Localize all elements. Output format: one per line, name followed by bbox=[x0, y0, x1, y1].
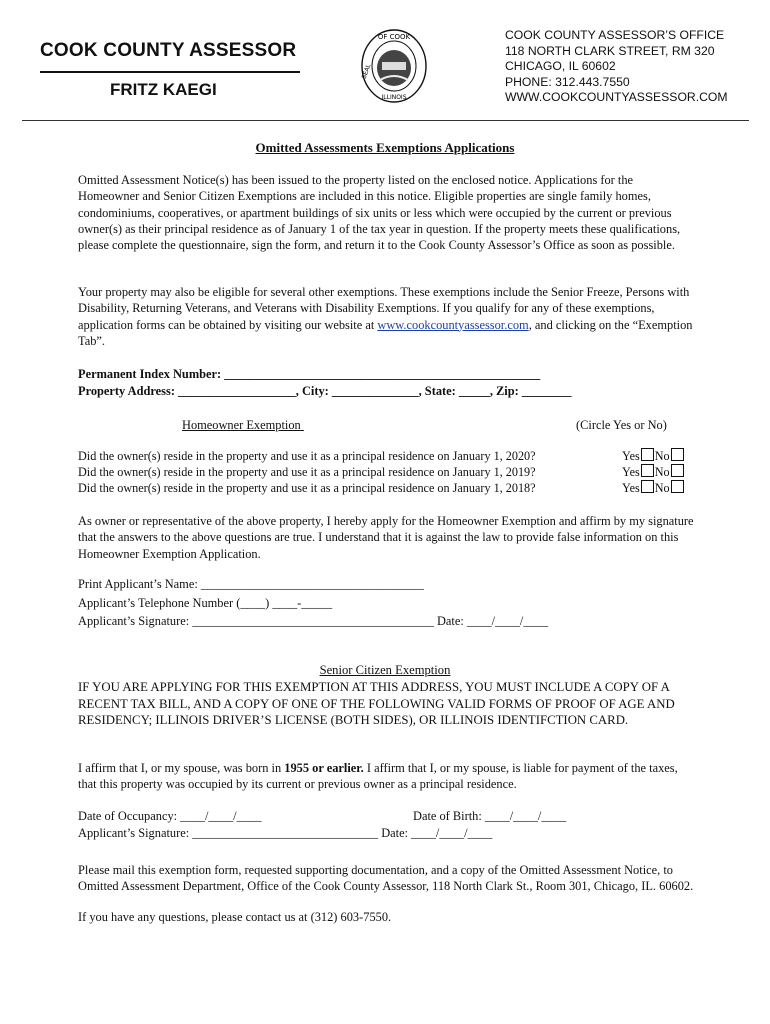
applicant-phone-field[interactable]: Applicant’s Telephone Number (____) ____-_____ bbox=[78, 596, 333, 610]
pin-field[interactable]: Permanent Index Number: ___________________________________________________ bbox=[78, 367, 541, 381]
homeowner-question-2020: Did the owner(s) reside in the property and use it as a principal residence on January 1, 2020? bbox=[78, 449, 536, 463]
org-name: COOK COUNTY ASSESSOR bbox=[40, 40, 297, 61]
senior-affirm-text-end: I affirm that I, or my spouse, is liable for payment of the taxes, that this property was occupied by its current or previous owner as a principal residence. bbox=[78, 761, 678, 792]
intro-paragraph: Omitted Assessment Notice(s) has been issued to the property listed on the enclosed notice. Applications for the Homeowner and Senior Citizen Exemptions are included in this notice. Eligible properties are single family homes, condominiums, cooperatives, or apartment buildings of six units or less which were occupied by the current or previous owner(s) as their principal residence as of January 1 of the tax year in question. If the property meets these qualifications, please complete the questionnaire, sign the form, and return it to the Cook County Assessor’s Office as soon as possible. bbox=[78, 173, 681, 253]
homeowner-signature-field[interactable]: Applicant’s Signature: _______________________________________ Date: ____/____/____ bbox=[78, 614, 549, 628]
county-seal-logo bbox=[360, 28, 428, 104]
office-phone: PHONE: 312.443.7550 bbox=[505, 74, 630, 89]
no-label: No bbox=[654, 481, 670, 495]
homeowner-affirmation: As owner or representative of the above property, I hereby apply for the Homeowner Exemption and affirm by my signature that the answers to the above questions are true. I understand that it is against the law to provide false information on this Homeowner Exemption Application. bbox=[78, 514, 694, 561]
other-exemptions-paragraph bbox=[78, 284, 694, 349]
homeowner-question-2019: Did the owner(s) reside in the property and use it as a principal residence on January 1, 2019? bbox=[78, 465, 536, 479]
no-label: No bbox=[654, 465, 670, 479]
office-name: COOK COUNTY ASSESSOR’S OFFICE bbox=[505, 28, 725, 42]
birth-year-requirement: 1955 or earlier. bbox=[284, 761, 364, 775]
senior-signature-field[interactable]: Applicant’s Signature: ______________________________ Date: ____/____/____ bbox=[78, 826, 493, 840]
occupancy-date-field[interactable]: Date of Occupancy: ____/____/____ bbox=[78, 809, 262, 823]
mail-instructions: Please mail this exemption form, requested supporting documentation, and a copy of the Omitted Assessment Notice, to Omitted Assessment Department, Office of the Cook County Assessor, 118 North Clark St., Room 301, Chicago, IL. 60602. bbox=[78, 863, 694, 894]
senior-heading: Senior Citizen Exemption bbox=[319, 663, 451, 677]
no-label: No bbox=[654, 449, 670, 463]
seal-left-text: SEAL bbox=[360, 63, 373, 80]
no-checkbox-2019[interactable] bbox=[671, 464, 684, 477]
senior-notice: IF YOU ARE APPLYING FOR THIS EXEMPTION AT THIS ADDRESS, YOU MUST INCLUDE A COPY OF A RECENT TAX BILL, AND A COPY OF ONE OF THE FOLLOWING VALID FORMS OF PROOF OF AGE AND RESIDENCY; ILLINOIS DRIVER’S LICENSE (BOTH SIDES), OR ILLINOIS IDENTIFCTION CARD. bbox=[78, 680, 675, 728]
office-website: WWW.COOKCOUNTYASSESSOR.COM bbox=[505, 90, 728, 105]
birth-date-field[interactable]: Date of Birth: ____/____/____ bbox=[413, 809, 567, 823]
office-address-block bbox=[505, 28, 728, 106]
applicant-name-field[interactable]: Print Applicant’s Name: ____________________________________ bbox=[78, 577, 424, 591]
senior-affirmation bbox=[78, 760, 694, 793]
header-divider bbox=[22, 120, 749, 121]
homeowner-heading: Homeowner Exemption bbox=[182, 418, 304, 432]
homeowner-question-2018: Did the owner(s) reside in the property and use it as a principal residence on January 1, 2018? bbox=[78, 481, 536, 495]
yes-checkbox-2018[interactable] bbox=[641, 480, 654, 493]
yes-no-row-2020 bbox=[622, 448, 685, 464]
seal-bottom-text: ILLINOIS bbox=[381, 94, 407, 101]
no-checkbox-2018[interactable] bbox=[671, 480, 684, 493]
yes-checkbox-2020[interactable] bbox=[641, 448, 654, 461]
other-exemptions-text-end: , and clicking on the “Exemption Tab”. bbox=[78, 317, 693, 348]
office-city: CHICAGO, IL 60602 bbox=[505, 59, 616, 74]
circle-yes-no-note: (Circle Yes or No) bbox=[576, 418, 667, 432]
yes-label: Yes bbox=[622, 481, 640, 495]
contact-line: If you have any questions, please contact us at (312) 603-7550. bbox=[78, 910, 392, 924]
yes-label: Yes bbox=[622, 449, 640, 463]
yes-no-row-2019 bbox=[622, 464, 685, 480]
document-title: Omitted Assessments Exemptions Applications bbox=[255, 140, 515, 155]
property-address-field[interactable]: Property Address: ___________________, City: ______________, State: _____, Zip: ________ bbox=[78, 384, 572, 398]
other-exemptions-text: Your property may also be eligible for several other exemptions. These exemptions include the Senior Freeze, Persons with Disability, Returning Veterans, and Veterans with Disability Exemptions. If you qualify for any of these exemptions, application forms can be obtained by visiting our website at bbox=[78, 285, 690, 332]
assessor-name: FRITZ KAEGI bbox=[110, 80, 217, 99]
header-rule bbox=[40, 71, 300, 73]
website-link[interactable]: www.cookcountyassessor.com bbox=[377, 317, 529, 332]
yes-checkbox-2019[interactable] bbox=[641, 464, 654, 477]
office-street: 118 NORTH CLARK STREET, RM 320 bbox=[505, 43, 715, 58]
seal-top-text: OF COOK bbox=[377, 33, 411, 41]
yes-no-row-2018 bbox=[622, 480, 685, 496]
senior-affirm-text: I affirm that I, or my spouse, was born in bbox=[78, 761, 285, 775]
no-checkbox-2020[interactable] bbox=[671, 448, 684, 461]
yes-label: Yes bbox=[622, 465, 640, 479]
